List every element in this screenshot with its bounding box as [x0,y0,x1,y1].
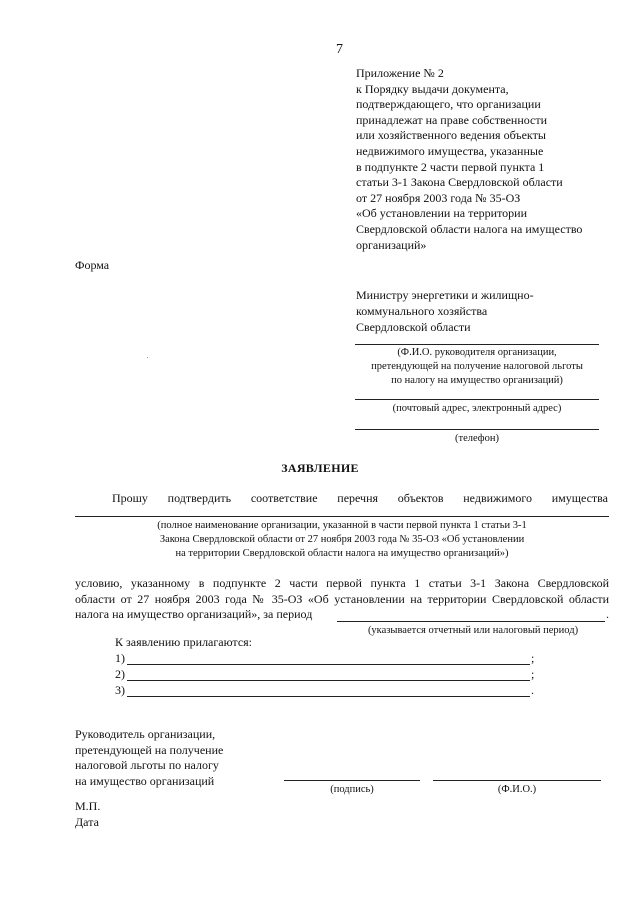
appendix-line: или хозяйственного ведения объекты [356,128,546,143]
caption-line: (Ф.И.О. руководителя организации, [397,347,557,358]
request-line: Прошу подтвердить соответствие перечня объектов недвижимого имущества [112,491,608,505]
appendix-line: в подпункте 2 части первой пункта 1 [356,159,545,174]
page-number: 7 [336,42,343,57]
appendix-line: «Об установлении на территории [356,206,527,221]
form-label: Форма [75,258,110,272]
condition-line: налога на имущество организаций», за период [75,607,313,621]
address-caption: (почтовый адрес, электронный адрес) [392,403,562,414]
signer-block [75,727,223,789]
appendix-line: Свердловской области налога на имущество [356,221,583,236]
addressee-block [356,287,534,335]
phone-caption: (телефон) [455,433,499,444]
period-field[interactable] [337,621,605,622]
document-title: ЗАЯВЛЕНИЕ [281,461,359,475]
head-name-caption [345,346,609,388]
appendix-line: организаций» [356,237,427,252]
phone-field[interactable] [355,429,599,430]
appendix-line: от 27 ноября 2003 года № 35-ОЗ [356,190,521,205]
attachment-end-mark: . [531,683,534,697]
fio-field[interactable] [433,780,601,781]
caption-line: претендующей на получение налоговой льготы [371,361,583,372]
attachment-end-mark: ; [531,667,535,681]
signer-line: Руководитель организации, [75,727,216,741]
condition-line: условию, указанному в подпункте 2 части первой пункта 1 статьи 3-1 Закона Свердловской [75,576,609,590]
appendix-header [356,66,626,253]
attachment-3-field[interactable] [127,696,530,697]
period-caption: (указывается отчетный или налоговый период) [367,625,579,636]
signer-line: налоговой льготы по налогу [75,758,219,773]
appendix-line: недвижимого имущества, указанные [356,143,544,158]
signature-field[interactable] [284,780,420,781]
caption-line: по налогу на имущество организаций) [391,375,563,386]
period-end-mark: . [606,607,609,621]
appendix-line: Приложение № 2 [356,66,444,80]
signer-line: претендующей на получение [75,742,224,757]
fio-caption: (Ф.И.О.) [497,784,537,795]
organization-name-field[interactable] [75,516,609,517]
appendix-line: принадлежат на праве собственности [356,112,548,127]
appendix-line: подтверждающего, что организации [356,97,541,112]
addressee-line: коммунального хозяйства [356,304,488,318]
head-name-field[interactable] [355,344,599,345]
caption-line: на территории Свердловской области налога на имущество организаций») [175,548,509,559]
address-field[interactable] [355,399,599,400]
seal-date-block [75,799,100,830]
addressee-line: Министру энергетики и жилищно- [356,288,534,302]
signer-line: на имущество организаций [75,773,215,788]
date-label: Дата [75,814,99,829]
attachment-1-field[interactable] [127,664,530,665]
attachment-2-field[interactable] [127,680,530,681]
organization-caption [75,519,609,561]
signature-caption: (подпись) [330,784,374,795]
appendix-line: к Порядку выдачи документа, [356,81,509,96]
addressee-line: Свердловской области [356,320,471,334]
attachments-title: К заявлению прилагаются: [115,635,253,649]
attachment-number: 3) [115,683,125,697]
caption-line: Закона Свердловской области от 27 ноября 2003 года № 35-ОЗ «Об установлении [159,534,525,545]
seal-label: М.П. [75,799,101,813]
condition-line: области от 27 ноября 2003 года № 35-ОЗ «Об установлении на территории Свердловской области [75,591,609,606]
condition-paragraph [75,576,609,623]
attachment-number: 2) [115,667,125,681]
attachment-end-mark: ; [531,651,535,665]
attachment-number: 1) [115,651,125,665]
caption-line: (полное наименование организации, указанной в части первой пункта 1 статьи 3-1 [157,520,527,531]
scan-speck [147,357,148,358]
appendix-line: статьи 3-1 Закона Свердловской области [356,175,563,190]
